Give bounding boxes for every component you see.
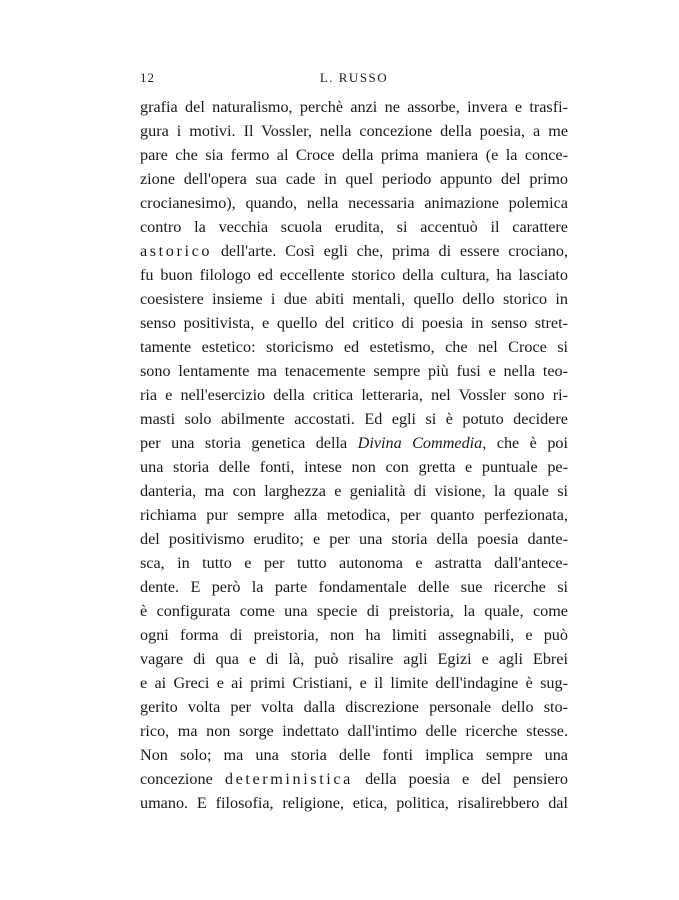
text-line: [140, 431, 568, 455]
text-segment: del positivismo erudito; e per una storia della poesia dante-: [140, 530, 568, 548]
text-segment: danteria, ma con larghezza e genialità di visione, la quale si: [140, 482, 568, 500]
text-line: [140, 647, 568, 671]
text-line: [140, 383, 568, 407]
text-segment: sca, in tutto e per tutto autonoma e astratta dall'antece-: [140, 554, 568, 572]
text-line: [140, 743, 568, 767]
text-line: [140, 623, 568, 647]
text-line: [140, 167, 568, 191]
text-segment: ria e nell'esercizio della critica letteraria, nel Vossler sono ri-: [140, 386, 568, 404]
text-line: [140, 791, 568, 815]
text-segment: e ai Greci e ai primi Cristiani, e il limite dell'indagine è sug-: [140, 674, 568, 692]
text-segment: , che è poi: [482, 434, 568, 452]
text-line: [140, 575, 568, 599]
text-segment: Non solo; ma una storia delle fonti implica sempre una: [140, 746, 568, 764]
text-segment: dell'arte. Così egli che, prima di essere crociano,: [212, 242, 568, 260]
text-line: [140, 263, 568, 287]
text-segment: richiama pur sempre alla metodica, per quanto perfezionata,: [140, 506, 568, 524]
text-line: [140, 719, 568, 743]
text-line: [140, 119, 568, 143]
text-segment: una storia delle fonti, intese non con gretta e puntuale pe-: [140, 458, 568, 476]
text-segment: masti solo abilmente accostati. Ed egli si è potuto decidere: [140, 410, 568, 428]
text-segment: ogni forma di preistoria, non ha limiti assegnabili, e può: [140, 626, 568, 644]
text-segment: dente. E però la parte fondamentale delle sue ricerche si: [140, 578, 568, 596]
emphasized-word: deterministica: [224, 770, 353, 788]
text-line: [140, 239, 568, 263]
text-segment: sono lentamente ma tenacemente sempre più fusi e nella teo-: [140, 362, 568, 380]
text-segment: vagare di qua e di là, può risalire agli Egizi e agli Ebrei: [140, 650, 568, 668]
running-title: L. RUSSO: [319, 70, 389, 85]
text-line: [140, 455, 568, 479]
text-segment: gura i motivi. Il Vossler, nella concezione della poesia, a me: [140, 122, 568, 140]
text-line: [140, 767, 568, 791]
text-line: [140, 143, 568, 167]
text-segment: tamente estetico: storicismo ed estetismo, che nel Croce si: [140, 338, 568, 356]
text-line: [140, 407, 568, 431]
text-line: [140, 551, 568, 575]
text-line: [140, 503, 568, 527]
emphasized-word: astorico: [140, 242, 213, 260]
text-segment: coesistere insieme i due abiti mentali, quello dello storico in: [140, 290, 568, 308]
text-segment: della poesia e del pensiero: [352, 770, 568, 788]
text-segment: zione dell'opera sua cade in quel periodo appunto del primo: [140, 170, 568, 188]
body-text: [140, 95, 568, 815]
text-segment: fu buon filologo ed eccellente storico della cultura, ha lasciato: [140, 266, 568, 284]
text-segment: gerito volta per volta dalla discrezione personale dello sto-: [140, 698, 568, 716]
text-segment: umano. E filosofia, religione, etica, politica, risalirebbero dal: [140, 794, 568, 812]
text-segment: rico, ma non sorge indettato dall'intimo delle ricerche stesse.: [140, 722, 568, 740]
text-segment: concezione: [140, 770, 225, 788]
text-line: [140, 191, 568, 215]
text-segment: crocianesimo), quando, nella necessaria animazione polemica: [140, 194, 568, 212]
text-segment: senso positivista, e quello del critico di poesia in senso stret-: [140, 314, 568, 332]
text-segment: per una storia genetica della: [140, 434, 358, 452]
text-line: [140, 215, 568, 239]
text-segment: grafia del naturalismo, perchè anzi ne assorbe, invera e trasfi-: [140, 98, 568, 116]
text-line: [140, 359, 568, 383]
text-line: [140, 599, 568, 623]
text-line: [140, 335, 568, 359]
text-line: [140, 527, 568, 551]
text-line: [140, 695, 568, 719]
text-line: [140, 311, 568, 335]
text-line: [140, 95, 568, 119]
text-segment: pare che sia fermo al Croce della prima maniera (e la conce-: [140, 146, 568, 164]
text-line: [140, 671, 568, 695]
text-segment: contro la vecchia scuola erudita, si accentuò il carattere: [140, 218, 568, 236]
running-head: [140, 70, 568, 90]
text-segment: è configurata come una specie di preistoria, la quale, come: [140, 602, 568, 620]
italic-title: Divina Commedia: [357, 434, 483, 452]
text-line: [140, 287, 568, 311]
text-line: [140, 479, 568, 503]
page-number: 12: [140, 70, 155, 85]
